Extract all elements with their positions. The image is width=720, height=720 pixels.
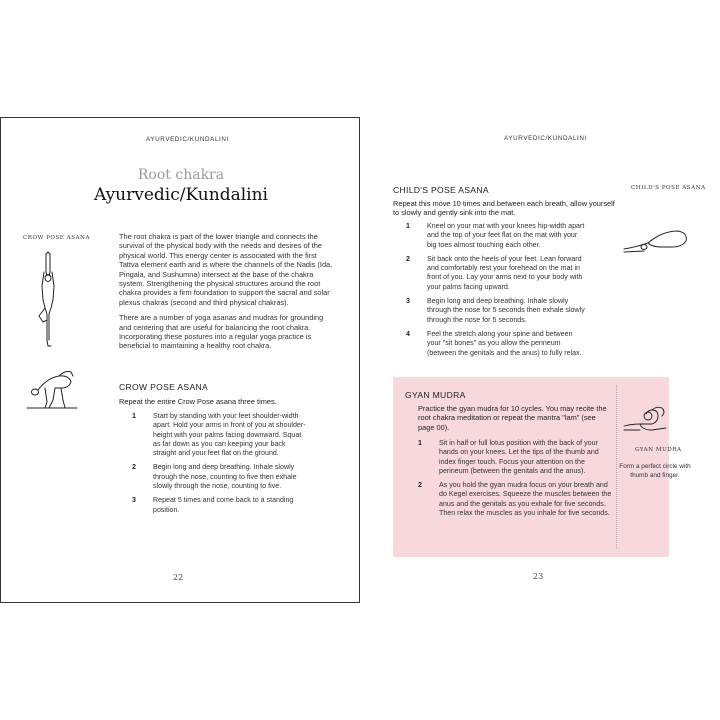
step-number: 1: [418, 439, 422, 447]
step-text: As you hold the gyan mudra focus on your breath and do Kegel exercises. Squeeze the muscles between the anus and the genitals as you exhale for five seconds. Then relax the muscles as you inhale for five seconds.: [439, 481, 612, 518]
step-text: Sit in half or full lotus position with the back of your hands on your knees. Let the tips of the thumb and index finger touch. Focus your attention on the perineum (between the genitals and the anus).: [439, 439, 599, 475]
step-text: Begin long and deep breathing. Inhale slowly through the nose for 5 seconds then exhale slowly through the nose for 5 seconds.: [427, 297, 585, 324]
step-text: Sit back onto the heels of your feet. Lean forward and comfortably rest your forehead on the mat in front of you. Lay your arms next to your body with your palms facing upward.: [427, 254, 583, 291]
intro-paragraph: The root chakra is part of the lower triangle and connects the survival of the physical body with the needs and desires of the physical world. This energy center is associated with the first Tattva element earth and is where the channels of the Nadis (Ida, Pingala, and Sushumna) intersect at the base of the chakra system. Strengthening the physical structures around the root chakra provides a firm foundation to support the sacral and solar plexus chakras (second and third physical chakras).: [119, 232, 333, 307]
step-text: Kneel on your mat with your knees hip-width apart and the top of your feet flat on the mat with your big toes almost touching each other.: [427, 222, 585, 249]
step-item: [406, 297, 588, 325]
step-number: 3: [132, 496, 136, 505]
step-item: [418, 481, 614, 518]
step-item: [132, 496, 307, 515]
crow-pose-steps: [132, 412, 307, 515]
step-item: [132, 463, 307, 491]
chapter-title: Ayurvedic/Kundalini: [93, 185, 268, 205]
left-page: [0, 117, 360, 603]
gyan-mudra-hand-illustration: [622, 402, 670, 434]
step-item: [406, 222, 588, 250]
childs-pose-figure-label: CHILD'S POSE ASANA: [631, 185, 706, 191]
step-number: 2: [418, 481, 422, 490]
step-text: Begin long and deep breathing. Inhale slowly through the nose, counting to five then exhale slowly through the nose, counting to five.: [153, 463, 297, 491]
step-item: [406, 255, 588, 292]
intro-text: [119, 232, 337, 357]
right-page: [360, 117, 720, 603]
step-item: [132, 412, 307, 458]
section-heading: CROW POSE ASANA: [119, 382, 209, 392]
tree-pose-illustration: [31, 250, 67, 350]
childs-pose-steps: [406, 222, 588, 358]
step-item: [418, 439, 614, 476]
step-text: Feel the stretch along your spine and between your "sit bones" as you allow the perineum (between the genitals and the anus) to fully relax.: [427, 329, 582, 357]
crow-pose-figure-label: CROW POSE ASANA: [23, 235, 90, 241]
section-intro: Repeat this move 10 times and between each breath, allow yourself to slowly and gently sink into the mat.: [393, 199, 615, 218]
step-number: 2: [132, 463, 136, 472]
intro-paragraph: There are a number of yoga asanas and mudras for grounding and centering that are useful for balancing the root chakra. Incorporating these postures into a regular yoga practice is beneficial to maintaining a healthy root chakra.: [119, 313, 324, 351]
running-header: AYURVEDIC/KUNDALINI: [146, 136, 229, 143]
section-intro: Repeat the entire Crow Pose asana three times.: [119, 397, 277, 406]
section-heading: CHILD'S POSE ASANA: [393, 185, 489, 195]
step-item: [406, 330, 588, 358]
gyan-intro: Practice the gyan mudra for 10 cycles. You may recite the root chakra meditation or repeat the mantra "lam" (see page 00).: [418, 404, 607, 432]
step-number: 1: [406, 222, 410, 230]
page-number: 22: [173, 573, 184, 582]
gyan-mudra-caption: Form a perfect circle with thumb and finger.: [619, 463, 691, 479]
crow-pose-illustration: [25, 366, 79, 412]
running-header: AYURVEDIC/KUNDALINI: [504, 135, 587, 142]
gyan-mudra-figure-label: GYAN MUDRA: [635, 447, 682, 453]
step-number: 2: [406, 254, 410, 263]
chapter-subtitle: Root chakra: [137, 167, 225, 183]
step-number: 4: [406, 329, 410, 338]
childs-pose-illustration: [622, 225, 692, 255]
gyan-steps: [418, 439, 614, 518]
page-number: 23: [533, 572, 544, 581]
step-text: Start by standing with your feet shoulder-width apart. Hold your arms in front of you at shoulder-height with your palms facing downward. Squat as far down as you can keeping your back straight and your feet flat on the ground.: [153, 412, 306, 458]
step-text: Repeat 5 times and come back to a standing position.: [153, 496, 294, 514]
step-number: 3: [406, 297, 410, 306]
gyan-heading: GYAN MUDRA: [405, 390, 466, 400]
step-number: 1: [132, 412, 136, 420]
